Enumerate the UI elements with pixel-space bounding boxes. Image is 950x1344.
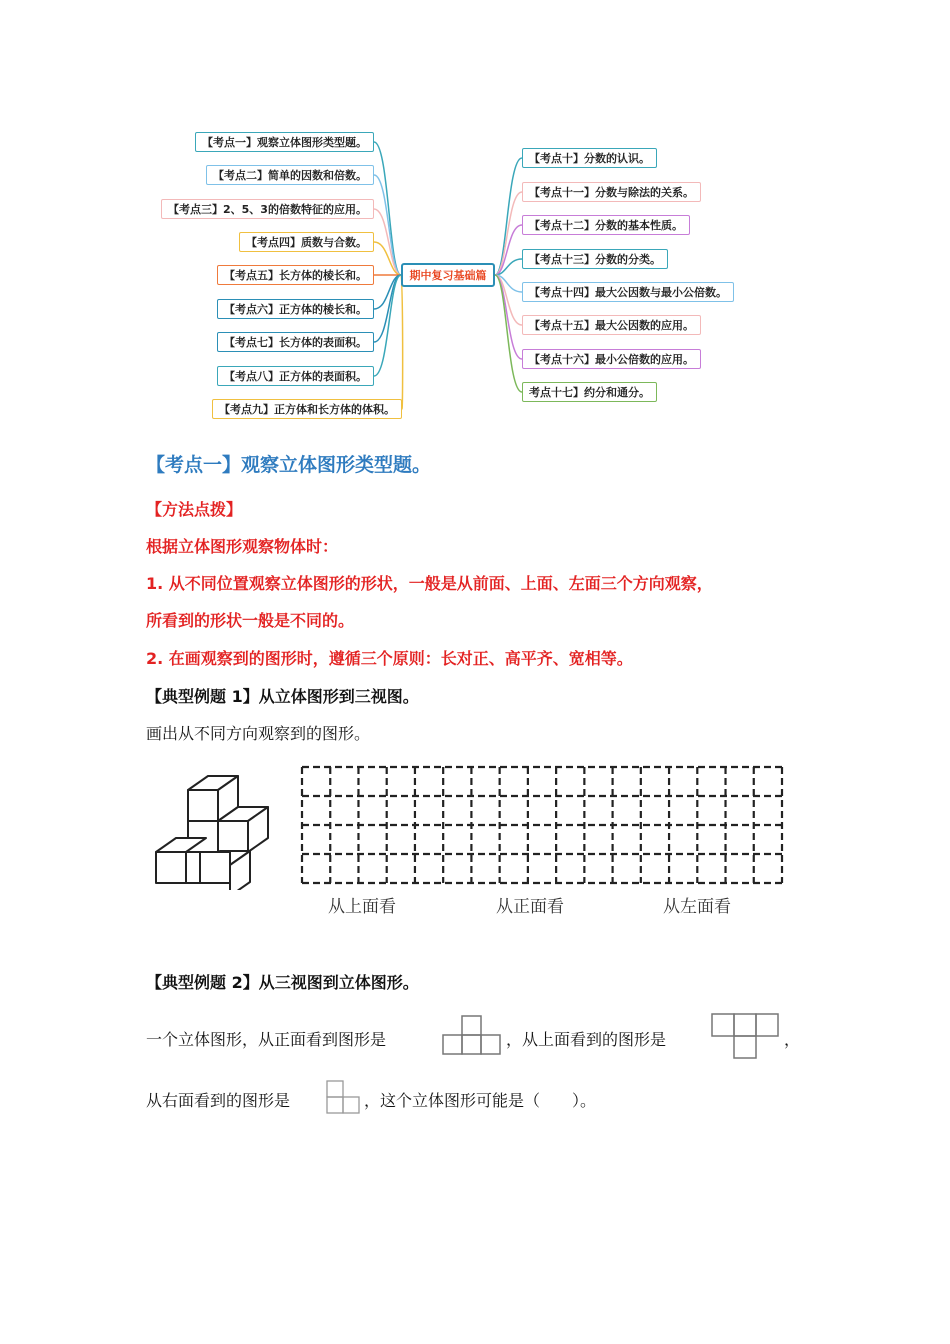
mindmap-node-right-5: 【考点十四】最大公因数与最小公倍数。 (522, 282, 734, 302)
example1-title: 【典型例题 1】从立体图形到三视图。 (146, 687, 419, 706)
method-point1-line1: 1. 从不同位置观察立体图形的形状，一般是从前面、上面、左面三个方向观察， (146, 574, 713, 593)
top-view-shape (710, 1012, 782, 1062)
right-view-shape (324, 1078, 362, 1116)
example2-line1-a: 一个立体图形，从正面看到图形是 (146, 1030, 387, 1049)
mindmap-connector-left-8 (374, 275, 401, 376)
mindmap-node-left-1: 【考点一】观察立体图形类型题。 (195, 132, 374, 152)
method-point2: 2. 在画观察到的图形时，遵循三个原则：长对正、高平齐、宽相等。 (146, 649, 633, 668)
cube-stack-figure (150, 770, 280, 890)
method-intro: 根据立体图形观察物体时： (146, 537, 339, 556)
mindmap-node-right-1: 【考点十】分数的认识。 (522, 148, 657, 168)
mindmap-node-right-4: 【考点十三】分数的分类。 (522, 249, 668, 269)
example2-line1-b: ，从上面看到的图形是 (506, 1030, 667, 1049)
mindmap-node-right-8: 考点十七】约分和通分。 (522, 382, 657, 402)
mindmap-node-left-7: 【考点七】长方体的表面积。 (217, 332, 374, 352)
mindmap-node-left-4: 【考点四】质数与合数。 (239, 232, 374, 252)
mindmap-connector-right-8 (495, 275, 522, 392)
front-view-shape (442, 1014, 504, 1056)
mindmap-node-right-7: 【考点十六】最小公倍数的应用。 (522, 349, 701, 369)
method-heading: 【方法点拨】 (146, 500, 243, 519)
caption-front-view: 从正面看 (496, 897, 564, 917)
section-title: 【考点一】观察立体图形类型题。 (146, 454, 432, 476)
example2-title: 【典型例题 2】从三视图到立体图形。 (146, 973, 419, 992)
mindmap-node-left-3: 【考点三】2、5、3的倍数特征的应用。 (161, 199, 374, 219)
mindmap-connector-right-1 (495, 158, 522, 275)
example2-line2-a: 从右面看到的图形是 (146, 1091, 291, 1110)
mindmap-center-node: 期中复习基础篇 (401, 263, 495, 287)
mindmap-node-left-9: 【考点九】正方体和长方体的体积。 (212, 399, 402, 419)
caption-left-view: 从左面看 (663, 897, 731, 917)
mindmap-node-left-5: 【考点五】长方体的棱长和。 (217, 265, 374, 285)
method-point1-line2: 所看到的形状一般是不同的。 (146, 611, 355, 630)
caption-top-view: 从上面看 (328, 897, 396, 917)
mindmap-node-right-6: 【考点十五】最大公因数的应用。 (522, 315, 701, 335)
mindmap-node-right-3: 【考点十二】分数的基本性质。 (522, 215, 690, 235)
mindmap-connector-left-9 (401, 275, 403, 409)
example2-line1-c: ， (784, 1030, 801, 1049)
dashed-drawing-grid (300, 765, 785, 887)
mindmap-node-left-6: 【考点六】正方体的棱长和。 (217, 299, 374, 319)
mindmap-node-right-2: 【考点十一】分数与除法的关系。 (522, 182, 701, 202)
mindmap-connectors (0, 0, 950, 430)
example2-line2-b: ，这个立体图形可能是（ ）。 (364, 1091, 597, 1110)
mindmap-node-left-8: 【考点八】正方体的表面积。 (217, 366, 374, 386)
example1-prompt: 画出从不同方向观察到的图形。 (146, 724, 371, 743)
mindmap-connector-left-2 (374, 175, 401, 275)
mindmap-node-left-2: 【考点二】简单的因数和倍数。 (206, 165, 374, 185)
